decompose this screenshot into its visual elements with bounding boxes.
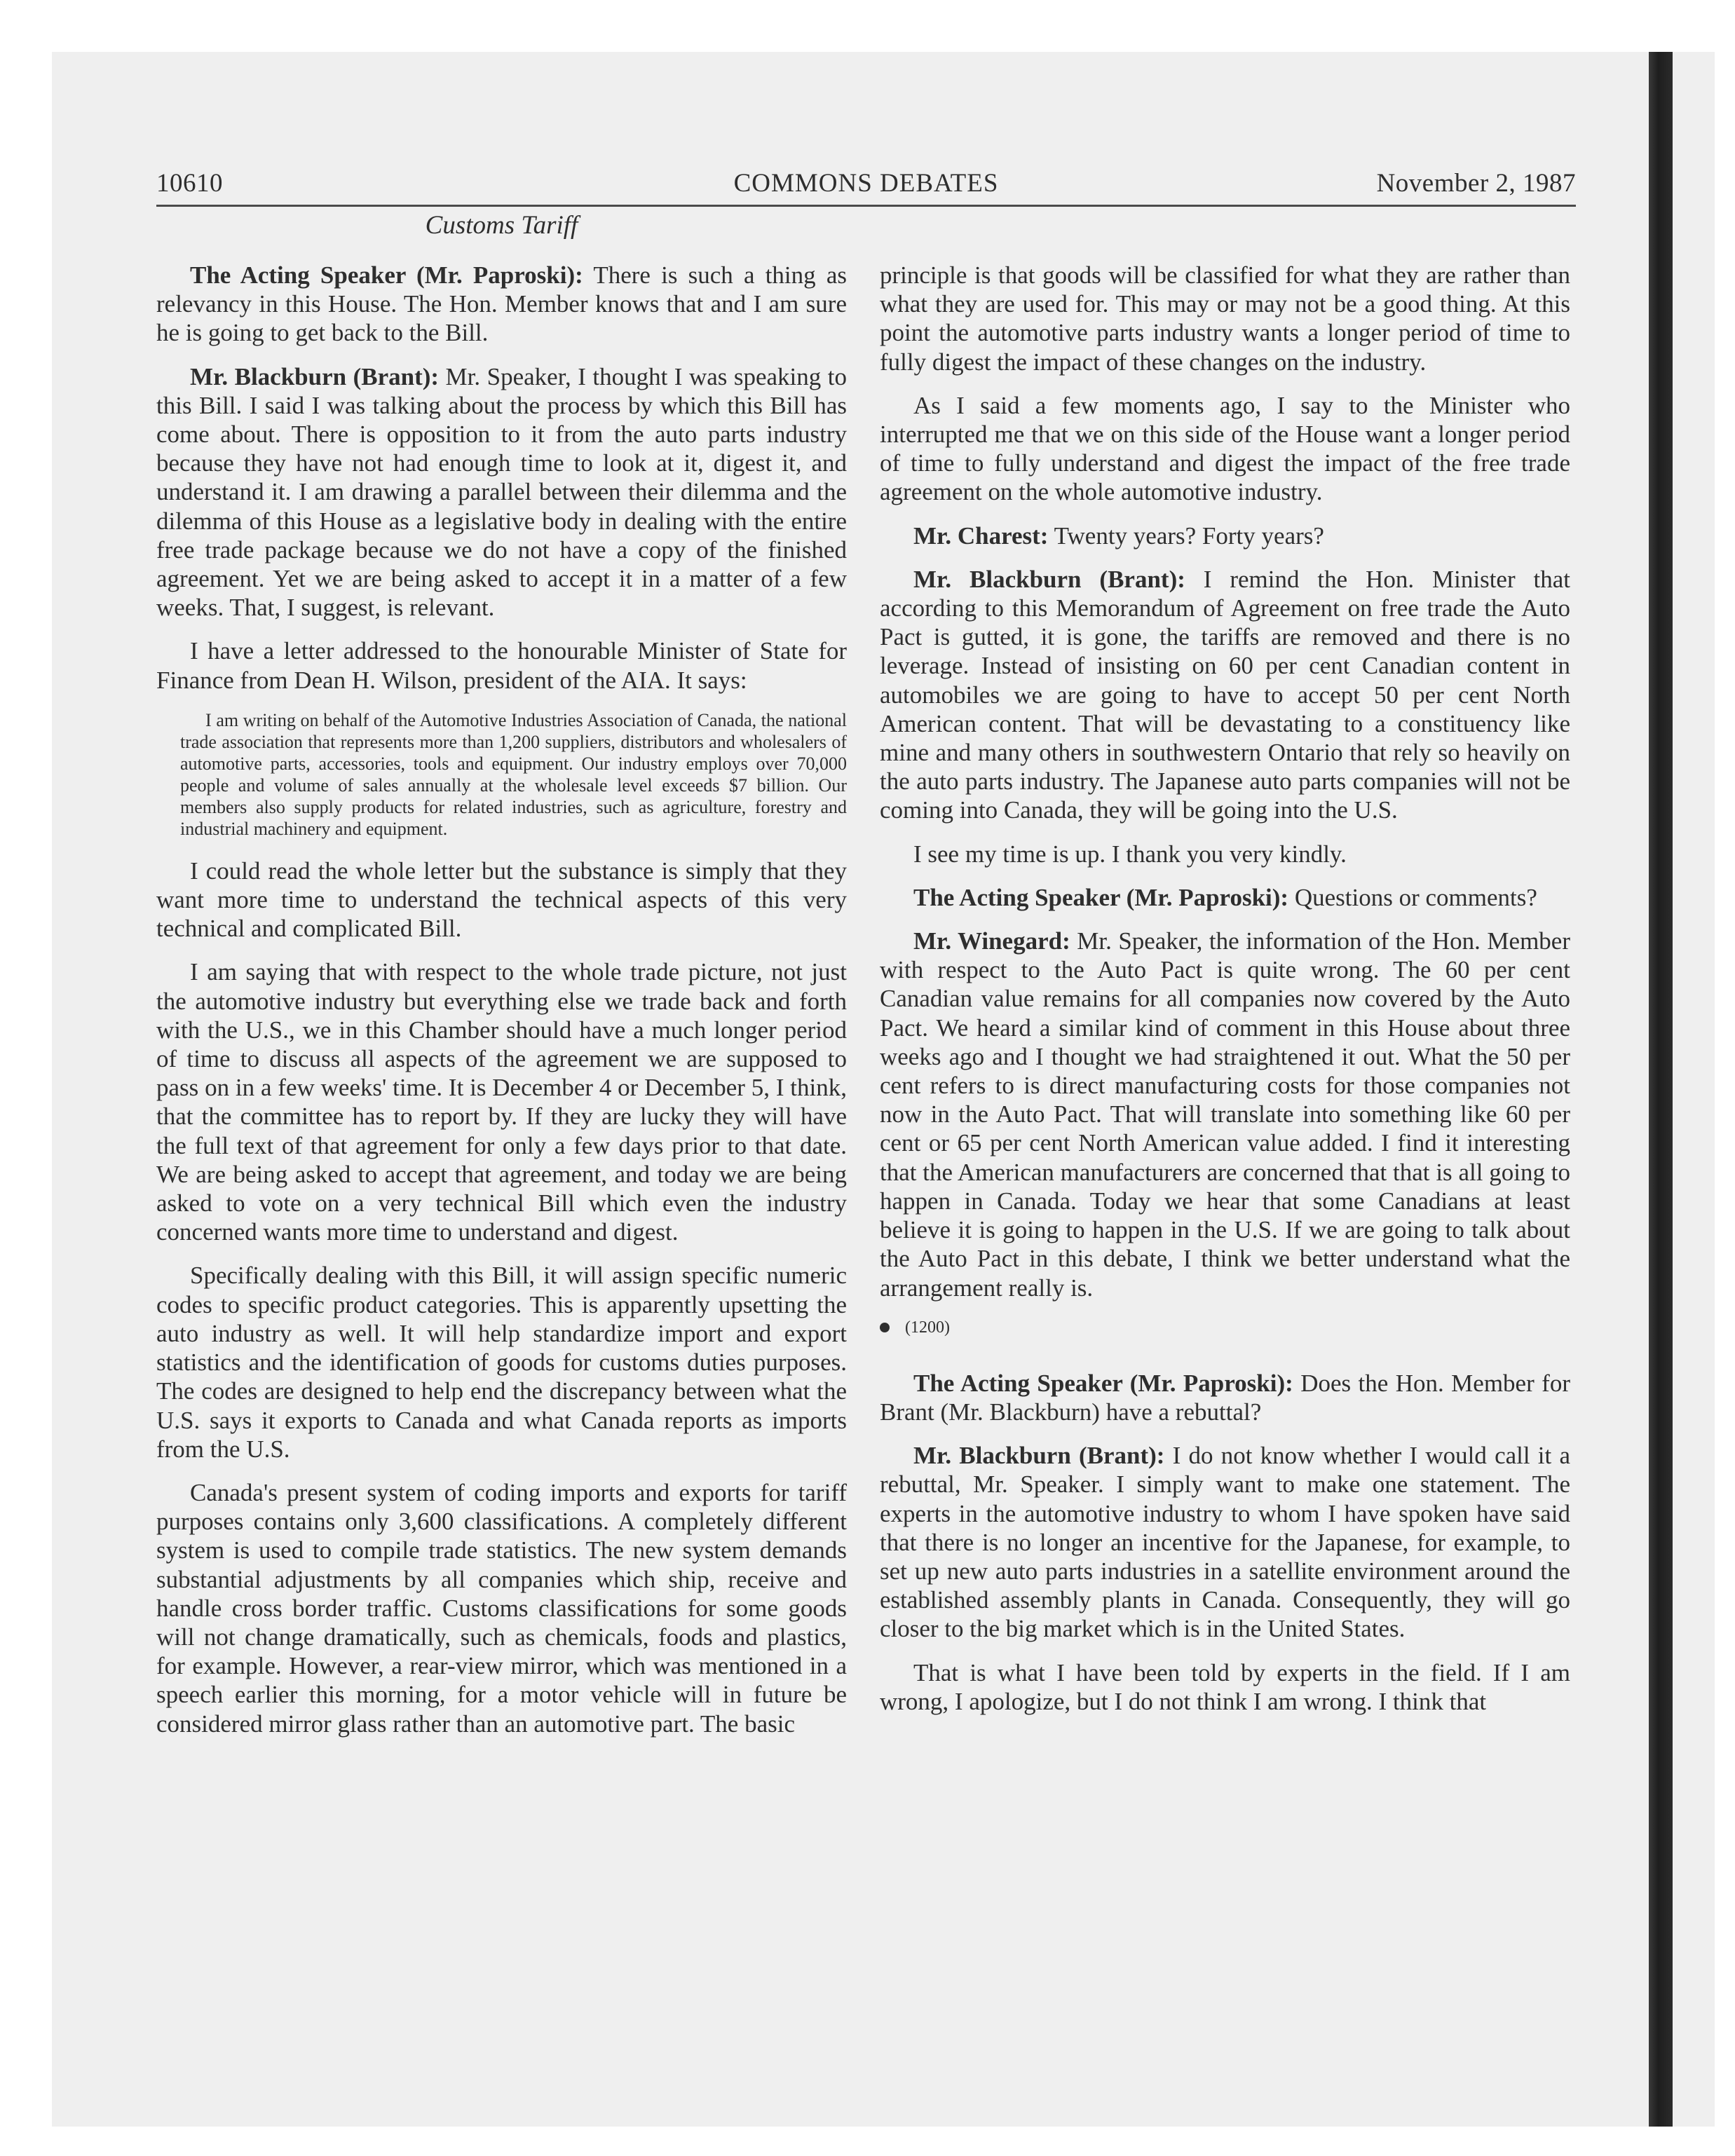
left-column <box>156 261 847 1753</box>
speaker-name: Mr. Charest: <box>913 521 1049 550</box>
time-marker-text: (1200) <box>905 1318 950 1337</box>
paragraph <box>156 362 847 622</box>
page-header <box>156 165 1576 207</box>
page-number: 10610 <box>156 169 223 198</box>
paragraph <box>156 261 847 348</box>
bullet-icon <box>880 1323 890 1332</box>
paragraph: As I said a few moments ago, I say to the Minister who interrupted me that we on this side of the House want a longer period of time to fully understand and digest the impact of the free trade agreement on the whole automotive industry. <box>880 391 1570 506</box>
speaker-name: The Acting Speaker (Mr. Paproski): <box>913 1369 1293 1397</box>
speaker-name: The Acting Speaker (Mr. Paproski): <box>913 883 1289 911</box>
header-date: November 2, 1987 <box>1376 169 1576 198</box>
paragraph: I am saying that with respect to the whole trade picture, not just the automotive industry but everything else we trade back and forth with the U.S., we in this Chamber should have a much longer period of time to discuss all aspects of the agreement we are supposed to pass on in a few weeks' time. It is December 4 or December 5, I think, that the committee has to report by. If they are lucky they will have the full text of that agreement for only a few days prior to that date. We are being asked to accept that agreement, and today we are being asked to vote on a very technical Bill which even the industry concerned wants more time to understand and digest. <box>156 958 847 1246</box>
paragraph: Canada's present system of coding imports and exports for tariff purposes contains only 3,600 classifications. A completely different system is used to compile trade statistics. The new system demands substantial adjustments by all companies which ship, receive and handle cross border traffic. Customs classifications for some goods will not change dramatically, such as chemicals, foods and plastics, for example. However, a rear-view mirror, which was mentioned in a speech earlier this morning, for a motor vehicle will in future be considered mirror glass rather than an automotive part. The basic <box>156 1478 847 1738</box>
time-marker <box>880 1317 1570 1338</box>
paragraph <box>880 1369 1570 1426</box>
paragraph: I have a letter addressed to the honourable Minister of State for Finance from Dean H. Wilson, president of the AIA. It says: <box>156 637 847 694</box>
speech-text: Mr. Speaker, I thought I was speaking to this Bill. I said I was talking about the process by which this Bill has come about. There is opposition to it from the auto parts industry because they have not had enough time to look at it, digest it, and understand it. I am drawing a parallel between their dilemma and the dilemma of this House as a legislative body in dealing with the entire free trade package because we do not have a copy of the finished agreement. Yet we are being asked to accept it in a matter of a few weeks. That, I suggest, is relevant. <box>156 362 847 622</box>
section-title: Customs Tariff <box>425 211 578 240</box>
speech-text: Questions or comments? <box>1288 883 1537 911</box>
speaker-name: Mr. Winegard: <box>913 927 1070 955</box>
journal-title: COMMONS DEBATES <box>733 169 999 198</box>
speaker-name: Mr. Blackburn (Brant): <box>913 1442 1165 1470</box>
speech-text: There is such a thing as relevancy in this House. The Hon. Member knows that and I am sure he is going to get back to the Bill. <box>156 261 847 347</box>
speaker-name: Mr. Blackburn (Brant): <box>913 565 1185 593</box>
paragraph: I could read the whole letter but the substance is simply that they want more time to understand the technical aspects of this very technical and complicated Bill. <box>156 857 847 943</box>
speech-text: Does the Hon. Member for Brant (Mr. Blackburn) have a rebuttal? <box>880 1369 1570 1426</box>
paragraph: principle is that goods will be classified for what they are rather than what they are used for. This may or may not be a good thing. At this point the automotive parts industry wants a longer period of time to fully digest the impact of these changes on the industry. <box>880 261 1570 376</box>
paragraph <box>880 1441 1570 1643</box>
paragraph <box>880 883 1570 912</box>
speech-text: Twenty years? Forty years? <box>1048 521 1324 550</box>
right-column <box>880 261 1570 1731</box>
paragraph <box>880 521 1570 550</box>
paragraph: That is what I have been told by experts in the field. If I am wrong, I apologize, but I do not think I am wrong. I think that <box>880 1658 1570 1715</box>
letter-quote: I am writing on behalf of the Automotive Industries Association of Canada, the national trade association that represents more than 1,200 suppliers, distributors and wholesalers of automotive parts, accessories, tools and equipment. Our industry employs over 70,000 people and volume of sales annually at the wholesale level exceeds $7 billion. Our members also supply products for related industries, such as agriculture, forestry and industrial machinery and equipment. <box>180 709 847 839</box>
paragraph: I see my time is up. I thank you very kindly. <box>913 840 1347 868</box>
paragraph: Specifically dealing with this Bill, it will assign specific numeric codes to specific product categories. This is apparently upsetting the auto industry as well. It will help standardize import and export statistics and the identification of goods for customs duties purposes. The codes are designed to help end the discrepancy between what the U.S. says it exports to Canada and what Canada reports as imports from the U.S. <box>156 1262 847 1463</box>
paragraph <box>880 565 1570 825</box>
speech-text: Mr. Speaker, the information of the Hon. Member with respect to the Auto Pact is quite wrong. The 60 per cent Canadian value remains for all companies now covered by the Auto Pact. We heard a similar kind of comment in this House about three weeks ago and I thought we had straightened it out. What the 50 per cent refers to is direct manufacturing costs for those companies not now in the Auto Pact. That will translate into something like 60 per cent or 65 per cent North American value added. I find it interesting that the American manufacturers are concerned that that is all going to happen in Canada. Today we hear that some Canadians at least believe it is going to happen in the U.S. If we are going to talk about the Auto Pact in this debate, I think we better understand what the arrangement really is. <box>880 927 1570 1302</box>
speaker-name: Mr. Blackburn (Brant): <box>190 362 440 390</box>
speaker-name: The Acting Speaker (Mr. Paproski): <box>190 261 583 289</box>
speech-text: I do not know whether I would call it a rebuttal, Mr. Speaker. I simply want to make one statement. The experts in the automotive industry to whom I have spoken have said that there is no longer an incentive for the Japanese, for example, to set up new auto parts industries in a satellite environment around the established assembly plants in Canada. Consequently, they will go closer to the big market which is in the United States. <box>880 1442 1570 1643</box>
speech-text: I remind the Hon. Minister that according to this Memorandum of Agreement on free trade the Auto Pact is gutted, it is gone, the tariffs are removed and there is no leverage. Instead of insisting on 60 per cent Canadian content in automobiles we are going to have to accept 50 per cent North American content. That will be devastating to a constituency like mine and many others in southwestern Ontario that rely so heavily on the auto parts industry. The Japanese auto parts companies will not be coming into Canada, they will be going into the U.S. <box>880 565 1570 824</box>
scan-edge-shadow <box>1649 52 1673 2127</box>
paragraph <box>880 927 1570 1302</box>
